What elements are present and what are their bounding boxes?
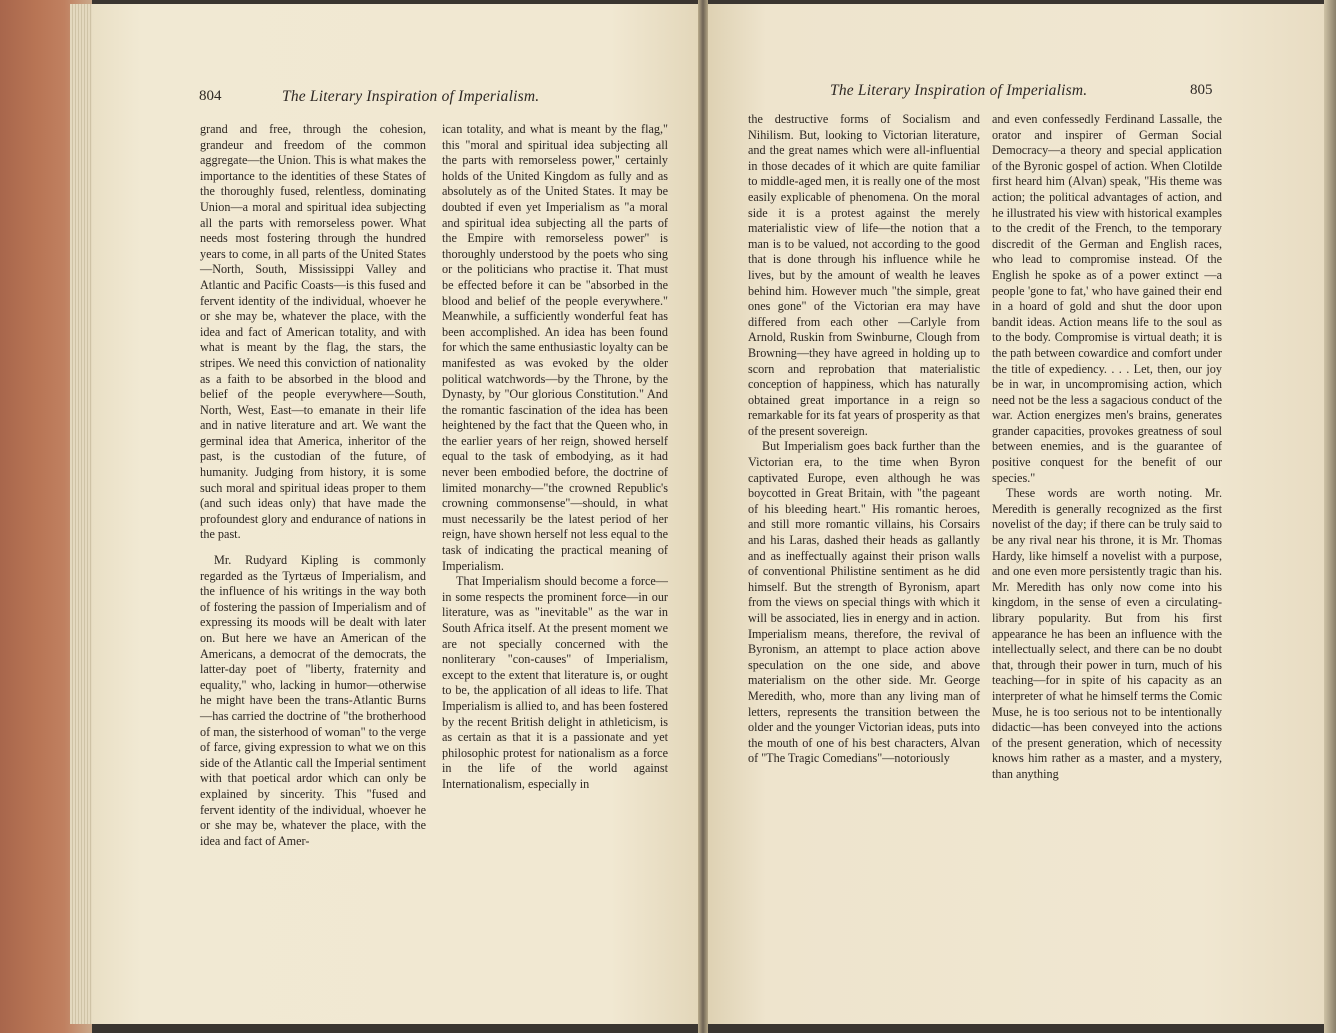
paragraph: But Imperialism goes back further than the Victorian era, to the time when Byron captivated Europe, even although he was boycotted in Great Britain, with "the pageant of his bleeding heart." His romantic heroes, and still more romantic villains, his Corsairs and his Laras, dashed their heads as gallantly and as ineffectually against their prison walls of conventional Philistine sentiment as he did himself. But the strength of Byronism, apart from the views on special things with which it will be associated, lies in energy and in action. Imperialism means, therefore, the revival of Byronism, an attempt to place action above speculation on the one side, and above materialism on the other side. Mr. George Meredith, who, more than any living man of letters, represents the transition between the older and the younger Victorian ideas, puts into the mouth of one of his best characters, Alvan of "The Tragic Comedians"—notoriously	[748, 439, 980, 766]
column-right	[442, 122, 668, 793]
left-page	[92, 4, 702, 1024]
running-head: The Literary Inspiration of Imperialism.	[282, 88, 540, 105]
paragraph: These words are worth noting. Mr. Meredith is generally recognized as the first novelist of the day; if there can be truly said to be any rival near his throne, it is Mr. Thomas Hardy, like himself a novelist with a purpose, and one even more persistently tragic than his. Mr. Meredith has only now come into his kingdom, in the sense of even a circulating-library popularity. But from his first appearance he has been an influence with the intellectually select, and there can be no doubt that, through their power in turn, much of his teaching—for in spite of his capacity as an interpreter of what he himself terms the Comic Muse, he is too serious not to be intentionally didactic—has been conveyed into the actions of the present generation, which of necessity knows him rather as a master, and a mystery, than anything	[992, 486, 1222, 781]
paragraph: and even confessedly Ferdinand Lassalle, the orator and inspirer of German Social Democracy—a theory and special application of the Byronic gospel of action. When Clotilde first heard him (Alvan) speak, "His theme was action; the political advantages of action, and he illustrated his view with historical examples to the credit of the French, to the temporary discredit of the German and English races, who lead to compromise instead. Of the English he spoke as of a power extinct —a people 'gone to fat,' who have gained their end in a hoard of gold and shut the door upon bandit ideas. Action means life to the soul as to the body. Compromise is virtual death; it is the path between cowardice and comfort under the title of expediency. . . . Let, then, our joy be in war, in uncompromising action, which need not be the less a sagacious conduct of the war. Action energizes men's brains, generates grander capacities, provokes greatness of soul between enemies, and is the guarantee of positive conquest for the benefit of our species."	[992, 112, 1222, 485]
paragraph: grand and free, through the cohesion, grandeur and freedom of the common aggregate—the Union. This is what makes the importance to the identities of these States of the thoroughly fused, relentless, dominating Union—a moral and spiritual idea subjecting all the parts with remorseless power. What needs most fostering through the hundred years to come, in all parts of the United States—North, South, Mississippi Valley and Atlantic and Pacific Coasts—is this fused and fervent identity of the individual, whoever he or she may be, whatever the place, with the idea and fact of American totality, and with what is meant by the flag, the stars, the stripes. We need this conviction of nationality as a faith to be absorbed in the blood and belief of the people everywhere—South, North, West, East—to emanate in their life and in native literature and art. We want the germinal idea that America, inheritor of the past, is the custodian of the future, of humanity. Judging from history, it is some such moral and spiritual ideas proper to them (and such ideas only) that have made the profoundest glory and endurance of nations in the past.	[200, 122, 426, 542]
column-left	[748, 112, 980, 767]
paragraph: the destructive forms of Socialism and Nihilism. But, looking to Victorian literature, and the great names which were all-influential in those decades of it which are quite familiar to middle-aged men, it is really one of the most easily explicable of phenomena. On the moral side it is a protest against the merely materialistic view of life—the notion that a man is to be valued, not according to the good that is done through his influence while he lives, but by the amount of wealth he leaves behind him. However much "the simple, great ones gone" of the Victorian era may have differed from each other —Carlyle from Arnold, Ruskin from Swinburne, Clough from Browning—they have agreed in holding up to scorn and reprobation that materialistic conception of happiness, which has naturally obtained great importance in a reign so remarkable for its fat years of prosperity as that of the present sovereign.	[748, 112, 980, 438]
book-gutter	[698, 0, 708, 1033]
paragraph: That Imperialism should become a force—in some respects the prominent force—in our literature, was as "inevitable" as the war in South Africa itself. At the present moment we are not specially concerned with the nonliterary "con-causes" of Imperialism, except to the extent that literature is, or ought to be, the application of all ideas to life. That Imperialism is allied to, and has been fostered by the recent British delight in athleticism, is as certain as that it is a passionate and yet philosophic protest for nationalism as a force in the life of the world against Internationalism, especially in	[442, 574, 668, 791]
running-head: The Literary Inspiration of Imperialism.	[830, 82, 1088, 99]
page-number: 804	[199, 88, 222, 104]
column-right	[992, 112, 1222, 783]
page-number: 805	[1190, 82, 1213, 98]
column-left	[200, 122, 426, 849]
right-page-edge	[1324, 0, 1336, 1033]
paragraph: ican totality, and what is meant by the flag," this "moral and spiritual idea subjecting all the parts with remorseless power," certainly holds of the United Kingdom as fully and as absolutely as of the United States. It may be doubted if even yet Imperialism as "a moral and spiritual idea subjecting all the parts of the Empire with remorseless power" is thoroughly understood by the poets who sing or the politicians who practise it. That must be effected before it can be "absorbed in the blood and belief of the people everywhere." Meanwhile, a sufficiently wonderful feat has been accomplished. An idea has been found for which the same enthusiastic loyalty can be manifested as was evoked by the older political watchwords—by the Throne, by the Dynasty, by "Our glorious Constitution." And the romantic fascination of the idea has been heightened by the fact that the Queen who, in the earlier years of her reign, showed herself equal to the task of embodying, as it had never been embodied before, the doctrine of limited monarchy—"the crowned Republic's crowning commonsense"—should, in what must necessarily be the latest period of her reign, have shown herself not less equal to the task of indicating the practical meaning of Imperialism.	[442, 122, 668, 573]
right-page	[704, 4, 1326, 1024]
paragraph: Mr. Rudyard Kipling is commonly regarded as the Tyrtæus of Imperialism, and the influence of his writings in the way both of fostering the passion of Imperialism and of expressing its moods will be dealt with later on. But here we have an American of the Americans, a democrat of the democrats, the latter-day poet of "liberty, fraternity and equality," who, lacking in humor—otherwise he might have been the trans-Atlantic Burns—has carried the doctrine of "the brotherhood of man, the sisterhood of woman" to the verge of farce, giving expression to what we on this side of the Atlantic call the Imperial sentiment with that poetical ardor which can only be explained by sincerity. This "fused and fervent identity of the individual, whoever he or she may be, whatever the place, with the idea and fact of Amer-	[200, 553, 426, 848]
